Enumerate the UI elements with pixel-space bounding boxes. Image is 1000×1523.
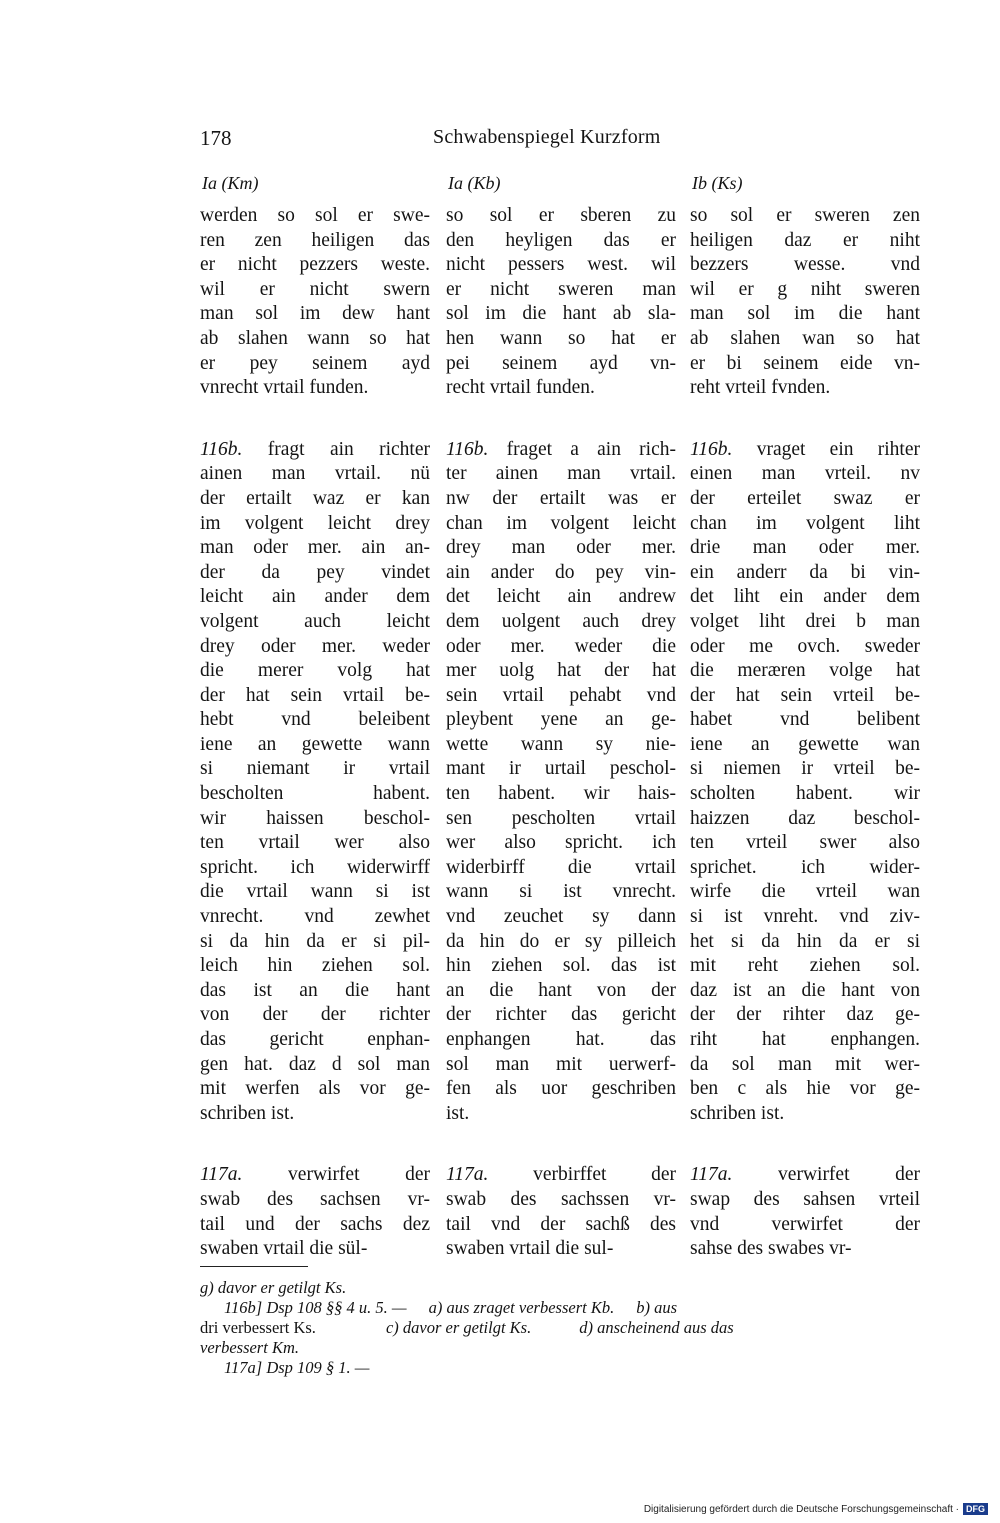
column-ia-km bbox=[200, 172, 430, 1262]
text-line: mer uolg hat der hat bbox=[446, 660, 676, 682]
text-line: vnd verwirfet der bbox=[690, 1213, 920, 1235]
column-heading: Ib (Ks) bbox=[692, 173, 743, 193]
text-line: nicht pessers west. wil bbox=[446, 254, 676, 276]
text-line: swaben vrtail die sul- bbox=[446, 1238, 614, 1260]
footnote-c: c) davor er getilgt Ks. bbox=[385, 1318, 532, 1337]
text-line: swap des sahsen vrteil bbox=[690, 1188, 920, 1210]
text-line: das ist an die hant bbox=[200, 979, 430, 1001]
section-115-continuation bbox=[446, 204, 676, 401]
text-line: ter ainen man vrtail. bbox=[446, 463, 676, 485]
text-line: leicht ain ander dem bbox=[200, 586, 430, 608]
text-line: gen hat. daz d sol man bbox=[200, 1053, 430, 1075]
text-line: werden so sol er swe- bbox=[200, 205, 430, 226]
footnote-b-cont: dri verbessert Ks. bbox=[200, 1318, 316, 1337]
text-line: der richter das gericht bbox=[446, 1004, 676, 1026]
text-line: wer also spricht. ich bbox=[446, 832, 676, 854]
text-line: oder me ovch. sweder bbox=[690, 635, 920, 657]
text-line: ten vrtail wer also bbox=[200, 832, 430, 854]
text-line: er nicht pezzers weste. bbox=[200, 254, 430, 276]
text-line: recht vrtail funden. bbox=[446, 377, 595, 399]
footer-text: Digitalisierung gefördert durch die Deutsche Forschungsgemeinschaft · bbox=[643, 1503, 959, 1515]
text-line: im volgent leicht drey bbox=[200, 512, 430, 534]
footnote-line: verbessert Km. bbox=[200, 1338, 299, 1357]
text-line: der hat sein vrteil be- bbox=[690, 684, 920, 706]
text-line: ab slahen wan so hat bbox=[690, 327, 920, 349]
text-line: het si da hin da er si bbox=[690, 930, 920, 952]
text-line: volgent auch leicht bbox=[200, 610, 430, 632]
text-line: den heyligen das er bbox=[446, 229, 676, 251]
text-line: man oder mer. ain an- bbox=[200, 537, 430, 559]
text-line: 117a. verbirffet der bbox=[446, 1164, 676, 1186]
text-line: so sol er sweren zen bbox=[690, 205, 920, 226]
running-title: Schwabenspiegel Kurzform bbox=[433, 126, 661, 148]
section-117a bbox=[690, 1163, 920, 1261]
page-number: 178 bbox=[200, 126, 232, 150]
text-line: man sol im die hant bbox=[690, 303, 920, 325]
text-line: der ertailt waz er kan bbox=[200, 487, 430, 509]
text-line: er pey seinem ayd bbox=[200, 352, 430, 374]
text-line: der da pey vindet bbox=[200, 561, 430, 583]
text-line: vnrecht. vnd zewhet bbox=[200, 906, 430, 928]
dfg-logo: DFG bbox=[963, 1503, 988, 1515]
text-line: drey man oder mer. bbox=[446, 537, 676, 559]
text-line: chan im volgent liht bbox=[690, 512, 920, 534]
text-line: da hin do er sy pilleich bbox=[446, 930, 676, 952]
section-115-continuation bbox=[200, 204, 430, 401]
text-line: daz ist an die hant von bbox=[690, 979, 920, 1001]
text-line: das gericht enphan- bbox=[200, 1029, 430, 1050]
column-heading: Ia (Kb) bbox=[448, 173, 501, 193]
section-116b bbox=[690, 438, 920, 1127]
text-line: mant ir urtail peschol- bbox=[446, 758, 676, 780]
footnote-line bbox=[200, 1318, 925, 1338]
text-line: det leicht ain andrew bbox=[446, 586, 676, 608]
text-line: ren zen heiligen das bbox=[200, 229, 430, 251]
text-line: oder mer. weder die bbox=[446, 635, 676, 657]
footnote-d: d) anscheinend aus das bbox=[579, 1318, 734, 1337]
text-line: swab des sachsen vr- bbox=[200, 1188, 430, 1210]
text-line: wirfe die vrteil wan bbox=[690, 881, 920, 903]
text-line: schriben ist. bbox=[690, 1102, 785, 1124]
text-line: det liht ein ander dem bbox=[690, 586, 920, 608]
text-line: da sol man mit wer- bbox=[690, 1053, 920, 1075]
text-line: reht vrteil fvnden. bbox=[690, 377, 831, 399]
footnote-b: b) aus bbox=[636, 1298, 677, 1317]
text-line: swaben vrtail die sül- bbox=[200, 1238, 368, 1260]
text-line: der der rihter daz ge- bbox=[690, 1004, 920, 1026]
text-line: von der der richter bbox=[200, 1004, 430, 1026]
text-line: pei seinem ayd vn- bbox=[446, 352, 676, 374]
text-line: so sol er sberen zu bbox=[446, 205, 676, 226]
text-line: wir haissen beschol- bbox=[200, 807, 430, 829]
text-line: haizzen daz beschol- bbox=[690, 807, 920, 829]
text-line: sprichet. ich wider- bbox=[690, 856, 920, 878]
text-line: si ist vnreht. vnd ziv- bbox=[690, 906, 920, 928]
text-line: an die hant von der bbox=[446, 979, 676, 1001]
text-line: ainen man vrtail. nü bbox=[200, 463, 430, 485]
text-line: der erteilet swaz er bbox=[690, 487, 920, 509]
text-line: wil er g niht sweren bbox=[690, 278, 920, 300]
text-line: iene an gewette wann bbox=[200, 733, 430, 755]
text-line: leich hin ziehen sol. bbox=[200, 955, 430, 977]
text-line: einen man vrteil. nv bbox=[690, 463, 920, 485]
text-line: swab des sachssen vr- bbox=[446, 1188, 676, 1210]
footnote-ref: 116b] Dsp 108 §§ 4 u. 5. — bbox=[224, 1298, 407, 1317]
text-line: ten vrteil swer also bbox=[690, 832, 920, 854]
text-line: scholten habent. wir bbox=[690, 783, 920, 805]
text-line: drie man oder mer. bbox=[690, 537, 920, 559]
digitization-footer bbox=[644, 1503, 988, 1515]
text-line: hebt vnd beleibent bbox=[200, 709, 430, 731]
text-line: si niemen ir vrteil be- bbox=[690, 758, 920, 780]
text-line: die merer volg hat bbox=[200, 660, 430, 682]
text-line: volget liht drei b man bbox=[690, 610, 920, 632]
footnote-a: a) aus zraget verbessert Kb. bbox=[428, 1298, 615, 1317]
section-116b bbox=[446, 438, 676, 1127]
text-line: chan im volgent leicht bbox=[446, 512, 676, 534]
text-line: 116b. vraget ein rihter bbox=[690, 438, 920, 460]
text-line: der hat sein vrtail be- bbox=[200, 684, 430, 706]
text-line: widerbirff die vrtail bbox=[446, 856, 676, 878]
text-line: ein anderr da bi vin- bbox=[690, 561, 920, 583]
text-line: ab slahen wann so hat bbox=[200, 327, 430, 349]
text-line: die meræren volge hat bbox=[690, 660, 920, 682]
text-line: iene an gewette wan bbox=[690, 733, 920, 755]
footnote-line: g) davor er getilgt Ks. bbox=[200, 1278, 347, 1297]
text-line: ten habent. wir hais- bbox=[446, 783, 676, 805]
text-line: si da hin da er si pil- bbox=[200, 930, 430, 952]
text-line: bescholten habent. bbox=[200, 783, 430, 805]
footnote-line: 117a] Dsp 109 § 1. — bbox=[224, 1358, 370, 1377]
footnote-rule bbox=[200, 1266, 308, 1267]
text-line: ben c als hie vor ge- bbox=[690, 1078, 920, 1100]
text-line: hin ziehen sol. das ist bbox=[446, 955, 676, 977]
column-ia-kb bbox=[446, 172, 676, 1262]
text-line: heiligen daz er niht bbox=[690, 229, 920, 251]
text-line: die vrtail wann si ist bbox=[200, 881, 430, 903]
section-117a bbox=[446, 1163, 676, 1261]
text-line: sol im die hant ab sla- bbox=[446, 303, 676, 325]
text-line: tail und der sachs dez bbox=[200, 1213, 430, 1235]
text-line: 117a. verwirfet der bbox=[690, 1164, 920, 1186]
text-line: wil er nicht swern bbox=[200, 278, 430, 300]
text-line: vnrecht vrtail funden. bbox=[200, 377, 369, 399]
text-line: sen pescholten vrtail bbox=[446, 807, 676, 829]
text-line: ist. bbox=[446, 1102, 470, 1124]
text-line: sahse des swabes vr- bbox=[690, 1238, 852, 1260]
section-117a bbox=[200, 1163, 430, 1261]
text-line: si niemant ir vrtail bbox=[200, 758, 430, 780]
text-line: vnd zeuchet sy dann bbox=[446, 906, 676, 928]
column-ib-ks bbox=[690, 172, 920, 1262]
text-line: er nicht sweren man bbox=[446, 278, 676, 300]
column-heading: Ia (Km) bbox=[202, 173, 259, 193]
text-line: fen als uor geschriben bbox=[446, 1078, 676, 1100]
text-line: mit reht ziehen sol. bbox=[690, 955, 920, 977]
text-line: er bi seinem eide vn- bbox=[690, 352, 920, 374]
text-line: 116b. fraget a ain rich- bbox=[446, 438, 676, 460]
text-line: spricht. ich widerwirff bbox=[200, 856, 430, 878]
text-line: enphangen hat. das bbox=[446, 1029, 676, 1050]
text-line: ain ander do pey vin- bbox=[446, 561, 676, 583]
text-line: sol man mit uerwerf- bbox=[446, 1053, 676, 1075]
section-116b bbox=[200, 438, 430, 1127]
text-line: wette wann sy nie- bbox=[446, 733, 676, 755]
text-line: 117a. verwirfet der bbox=[200, 1164, 430, 1186]
footnotes bbox=[200, 1278, 925, 1378]
text-line: schriben ist. bbox=[200, 1102, 295, 1124]
page-header bbox=[200, 126, 925, 156]
text-line: tail vnd der sachß des bbox=[446, 1213, 676, 1235]
text-line: bezzers wesse. vnd bbox=[690, 254, 920, 276]
text-line: wann si ist vnrecht. bbox=[446, 881, 676, 903]
section-115-continuation bbox=[690, 204, 920, 401]
text-line: dem uolgent auch drey bbox=[446, 610, 676, 632]
text-line: riht hat enphangen. bbox=[690, 1029, 920, 1050]
text-line: sein vrtail pehabt vnd bbox=[446, 684, 676, 706]
text-line: hen wann so hat er bbox=[446, 327, 676, 349]
text-line: habet vnd belibent bbox=[690, 709, 920, 731]
footnote-line bbox=[200, 1298, 925, 1318]
text-line: mit werfen als vor ge- bbox=[200, 1078, 430, 1100]
text-line: nw der ertailt was er bbox=[446, 487, 676, 509]
text-line: man sol im dew hant bbox=[200, 303, 430, 325]
text-line: pleybent yene an ge- bbox=[446, 709, 676, 731]
text-line: 116b. fragt ain richter bbox=[200, 438, 430, 460]
text-line: drey oder mer. weder bbox=[200, 635, 430, 657]
